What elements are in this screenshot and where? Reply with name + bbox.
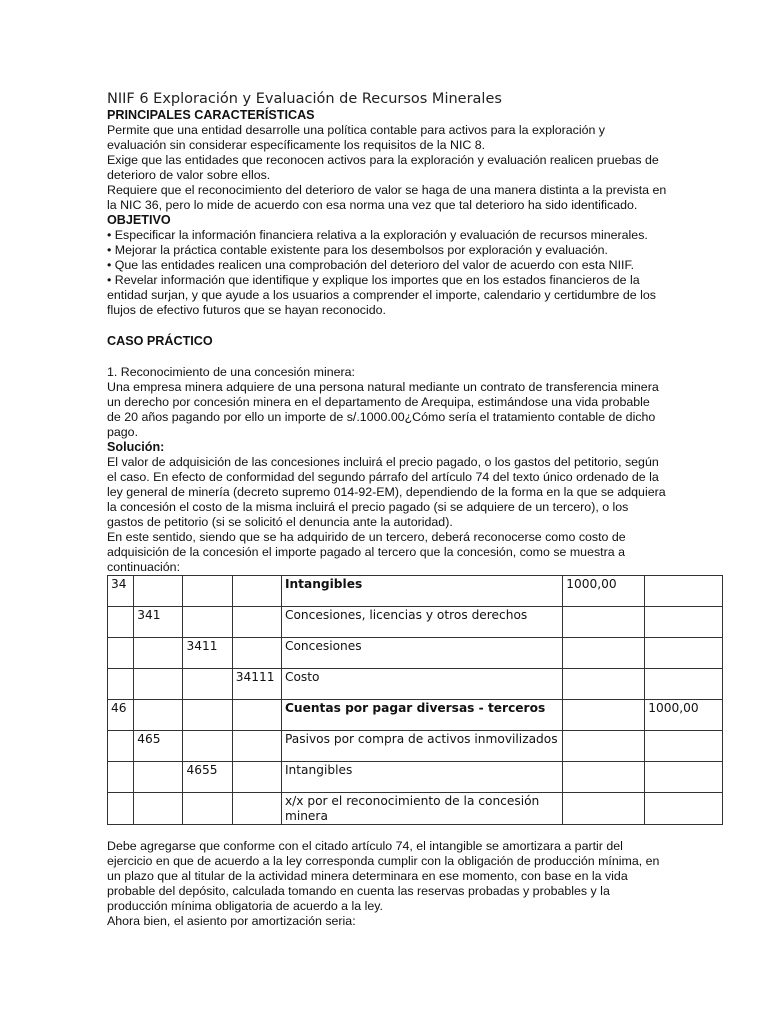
table-row <box>108 638 723 669</box>
account-sub-cell <box>134 638 183 669</box>
objetivo-heading: OBJETIVO <box>107 213 171 227</box>
haber-cell <box>645 607 723 638</box>
cierre-paragraph-1: Debe agregarse que conforme con el citado artículo 74, el intangible se amortizara a partir del ejercicio en que de acuerdo a la ley corresponda cumplir con la obligación de producción mínima, en un plazo que al titular de la actividad minera determinara en ese momento, con base en la vida probable del depósito, calculada tomando en cuenta las reservas probadas y probables y la producción mínima obligatoria de acuerdo a la ley. <box>107 839 660 913</box>
debe-cell <box>563 669 645 700</box>
description-cell: Pasivos por compra de activos inmovilizados <box>281 731 562 762</box>
document-page <box>107 90 699 929</box>
table-row <box>108 731 723 762</box>
account-subdiv-cell <box>232 762 281 793</box>
description-cell: x/x por el reconocimiento de la concesión minera <box>281 793 562 825</box>
description-cell: Concesiones, licencias y otros derechos <box>281 607 562 638</box>
account-subdiv-cell <box>232 793 281 825</box>
debe-cell <box>563 700 645 731</box>
account-class-cell <box>108 638 134 669</box>
haber-cell <box>645 731 723 762</box>
table-row <box>108 669 723 700</box>
haber-cell <box>645 576 723 607</box>
haber-cell <box>645 669 723 700</box>
cierre-paragraph-2: Ahora bien, el asiento por amortización seria: <box>107 914 356 928</box>
description-cell: Costo <box>281 669 562 700</box>
account-subdiv-cell <box>232 638 281 669</box>
account-div-cell <box>183 607 232 638</box>
account-subdiv-cell <box>232 576 281 607</box>
caso-heading: CASO PRÁCTICO <box>107 334 213 348</box>
account-subdiv-cell <box>232 700 281 731</box>
account-subdiv-cell <box>232 731 281 762</box>
caso-enunciado: Una empresa minera adquiere de una persona natural mediante un contrato de transferencia minera un derecho por concesión minera en el departamento de Arequipa, estimándose una vida probable de 20 años pagando por ello un importe de s/.1000.00¿Cómo sería el tratamiento contable de dicho pago. <box>107 380 659 439</box>
account-class-cell: 34 <box>108 576 134 607</box>
solucion-paragraph-2: En este sentido, siendo que se ha adquirido de un tercero, deberá reconocerse como costo de adquisición de la concesión el importe pagado al tercero que la concesión, como se muestra a continuación: <box>107 530 626 574</box>
account-class-cell <box>108 793 134 825</box>
account-sub-cell: 465 <box>134 731 183 762</box>
haber-cell <box>645 762 723 793</box>
objetivo-item: • Que las entidades realicen una comprobación del deterioro del valor de acuerdo con esta NIIF. <box>107 258 635 272</box>
account-sub-cell <box>134 700 183 731</box>
account-div-cell: 4655 <box>183 762 232 793</box>
account-subdiv-cell <box>232 607 281 638</box>
table-row <box>108 762 723 793</box>
account-div-cell <box>183 700 232 731</box>
page-title: NIIF 6 Exploración y Evaluación de Recursos Minerales <box>107 91 502 107</box>
description-cell: Intangibles <box>281 576 562 607</box>
account-class-cell <box>108 669 134 700</box>
table-row <box>108 576 723 607</box>
account-sub-cell <box>134 576 183 607</box>
solucion-heading: Solución: <box>107 440 165 454</box>
haber-cell <box>645 793 723 825</box>
objetivo-item: • Mejorar la práctica contable existente para los desembolsos por exploración y evaluación. <box>107 243 608 257</box>
description-cell: Intangibles <box>281 762 562 793</box>
description-cell: Cuentas por pagar diversas - terceros <box>281 700 562 731</box>
account-class-cell <box>108 607 134 638</box>
account-sub-cell <box>134 793 183 825</box>
debe-cell <box>563 731 645 762</box>
accounting-entry-table <box>107 575 723 825</box>
table-row <box>108 700 723 731</box>
account-class-cell <box>108 762 134 793</box>
debe-cell <box>563 793 645 825</box>
haber-cell: 1000,00 <box>645 700 723 731</box>
account-sub-cell: 341 <box>134 607 183 638</box>
account-div-cell <box>183 731 232 762</box>
objetivo-item: • Especificar la información financiera relativa a la exploración y evaluación de recursos minerales. <box>107 228 648 242</box>
description-cell: Concesiones <box>281 638 562 669</box>
debe-cell <box>563 762 645 793</box>
principales-heading: PRINCIPALES CARACTERÍSTICAS <box>107 108 315 122</box>
principales-paragraph-1: Permite que una entidad desarrolle una política contable para activos para la exploración y evaluación sin considerar específicamente los requisitos de la NIC 8. <box>107 123 605 152</box>
account-div-cell <box>183 793 232 825</box>
account-sub-cell <box>134 669 183 700</box>
solucion-paragraph-1: El valor de adquisición de las concesiones incluirá el precio pagado, o los gastos del petitorio, según el caso. En efecto de conformidad del segundo párrafo del artículo 74 del texto único ordenado de la ley general de minería (decreto supremo 014-92-EM), dependiendo de la forma en la que se adquiera la concesión el costo de la misma incluirá el precio pagado (si se adquiere de un tercero), o los gastos de petitorio (si se solicitó el denuncia ante la autoridad). <box>107 455 666 529</box>
principales-paragraph-3: Requiere que el reconocimiento del deterioro de valor se haga de una manera distinta a la prevista en la NIC 36, pero lo mide de acuerdo con esa norma una vez que tal deterioro ha sido identificado. <box>107 183 667 212</box>
table-row <box>108 793 723 825</box>
account-div-cell: 3411 <box>183 638 232 669</box>
objetivo-item: • Revelar información que identifique y explique los importes que en los estados financieros de la entidad surjan, y que ayude a los usuarios a comprender el importe, calendario y certidumbre de los flujos de efectivo futuros que se hayan reconocido. <box>107 273 656 317</box>
account-class-cell <box>108 731 134 762</box>
table-row <box>108 607 723 638</box>
account-div-cell <box>183 669 232 700</box>
debe-cell <box>563 638 645 669</box>
caso-item-title: 1. Reconocimiento de una concesión minera: <box>107 365 355 379</box>
account-subdiv-cell: 34111 <box>232 669 281 700</box>
account-class-cell: 46 <box>108 700 134 731</box>
account-sub-cell <box>134 762 183 793</box>
debe-cell: 1000,00 <box>563 576 645 607</box>
principales-paragraph-2: Exige que las entidades que reconocen activos para la exploración y evaluación realicen pruebas de deterioro de valor sobre ellos. <box>107 153 659 182</box>
debe-cell <box>563 607 645 638</box>
account-div-cell <box>183 576 232 607</box>
haber-cell <box>645 638 723 669</box>
